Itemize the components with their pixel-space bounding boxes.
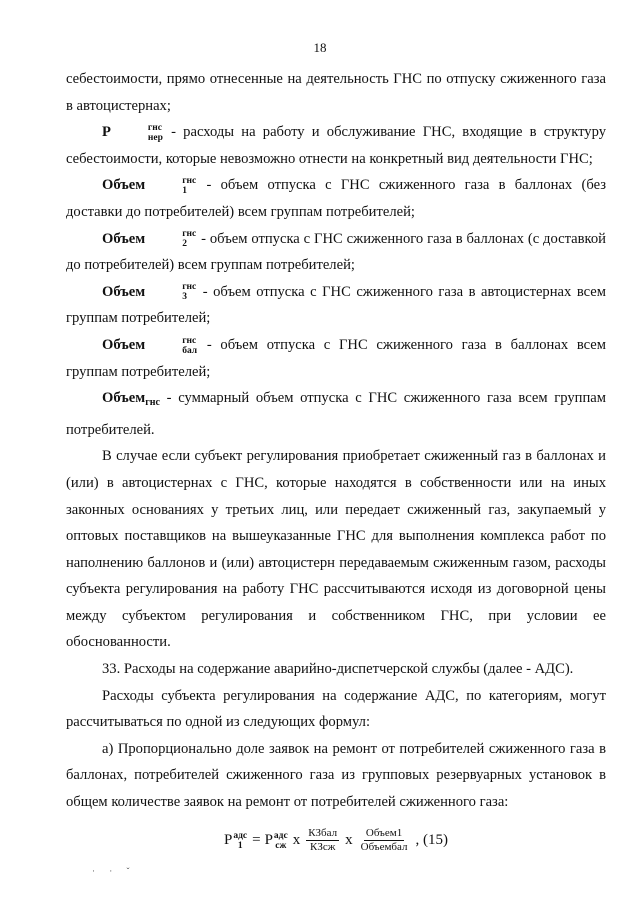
superscript: гнс [147, 122, 162, 133]
var-symbol: Объем [102, 230, 146, 247]
subscript: нер [147, 132, 163, 143]
superscript: гнс [182, 282, 197, 293]
definition-text: - объем отпуска с ГНС сжиженного газа в баллонах (без доставки до потребителей) всем группам потребителей; [66, 177, 606, 220]
times-sign: x [345, 832, 353, 849]
sub-sup [146, 176, 196, 196]
fraction-numerator: Объем1 [365, 827, 403, 840]
lhs-subscript: 1 [237, 840, 243, 851]
paragraph-1: себестоимости, прямо отнесенные на деятельность ГНС по отпуску сжиженного газа в автоцистернах; [66, 71, 606, 114]
subscript: 3 [182, 292, 187, 303]
paragraph-3 [66, 172, 606, 225]
rhs-sub-sup [274, 831, 288, 851]
paragraph-9: 33. Расходы на содержание аварийно-диспетчерской службы (далее - АДС). [102, 661, 574, 678]
fraction-numerator: КЗбал [308, 827, 338, 840]
var-symbol: Объем [102, 283, 146, 300]
paragraph-5 [66, 279, 606, 332]
fraction-kz [306, 827, 339, 854]
paragraph-10: Расходы субъекта регулирования на содержание АДС, по категориям, могут рассчитываться по одной из следующих формул: [66, 687, 606, 731]
rhs-superscript: адс [273, 830, 288, 841]
definition-text: - расходы на работу и обслуживание ГНС, входящие в структуру себестоимости, которые невозможно отнести на конкретный вид деятельности ГНС; [66, 124, 606, 167]
definition-text: - объем отпуска с ГНС сжиженного газа в автоцистернах всем группам потребителей; [66, 283, 606, 327]
rhs-subscript: сж [275, 840, 287, 851]
times-sign: x [292, 832, 301, 849]
fraction-denominator: КЗсж [309, 841, 336, 854]
paragraph-11: а) Пропорционально доле заявок на ремонт от потребителей сжиженного газа в баллонах, потребителей сжиженного газа из групповых резервуарных установок в общем количестве заявок на ремонт от потребителей сжиженного газа: [66, 740, 606, 811]
paragraph-7 [66, 385, 606, 443]
document-body [66, 66, 606, 860]
sub-sup [146, 282, 196, 302]
subscript: бал [182, 345, 198, 356]
fraction-volume [359, 827, 410, 854]
var-symbol: Р [102, 124, 111, 141]
equals-sign: = [252, 832, 261, 849]
superscript: гнс [182, 229, 197, 240]
var-symbol: Объем [102, 177, 146, 194]
lhs-symbol: Р [223, 832, 233, 849]
scan-marks: · · ˇ [92, 866, 136, 876]
superscript: гнс [182, 176, 197, 187]
subscript: 2 [182, 239, 187, 250]
sub-sup [112, 123, 163, 143]
definition-text: - объем отпуска с ГНС сжиженного газа в баллонах (с доставкой до потребителей) всем группам потребителей; [66, 230, 606, 274]
rhs-symbol: Р [264, 832, 273, 849]
superscript: гнс [182, 335, 197, 346]
subscript: гнс [145, 397, 160, 409]
paragraph-8: В случае если субъект регулирования приобретает сжиженный газ в баллонах и (или) в автоцистернах с ГНС, которые находятся в собственности или на иных законных основаниях у третьих лиц, или передает сжиженный газ, закупаемый у оптовых поставщиков на вышеуказанные ГНС для выполнения комплекса работ по наполнению баллонов и (или) автоцистерн передаваемым сжиженным газом, расходы субъекта регулирования на работу ГНС рассчитываются исходя из договорной цены между субъектом регулирования и собственником ГНС, при условии ее обоснованности. [66, 448, 606, 651]
formula-number: , (15) [415, 832, 448, 849]
sub-sup [146, 229, 196, 249]
paragraph-6 [66, 332, 606, 385]
formula-rhs-term [265, 827, 289, 854]
subscript: 1 [182, 186, 187, 197]
formula-lhs [224, 827, 248, 854]
paragraph-2 [66, 119, 606, 172]
page-number: 18 [313, 40, 327, 55]
formula-15 [66, 822, 606, 860]
var-symbol: Объем [102, 336, 146, 353]
lhs-sub-sup [233, 831, 247, 851]
definition-text: - суммарный объем отпуска с ГНС сжиженного газа всем группам потребителей. [66, 390, 606, 438]
sub-sup [146, 336, 197, 356]
definition-text: - объем отпуска с ГНС сжиженного газа в баллонах всем группам потребителей; [66, 336, 606, 380]
paragraph-4 [66, 226, 606, 279]
fraction-denominator: Объембал [360, 841, 408, 854]
lhs-superscript: адс [233, 830, 248, 841]
var-symbol: Объем [102, 390, 146, 407]
